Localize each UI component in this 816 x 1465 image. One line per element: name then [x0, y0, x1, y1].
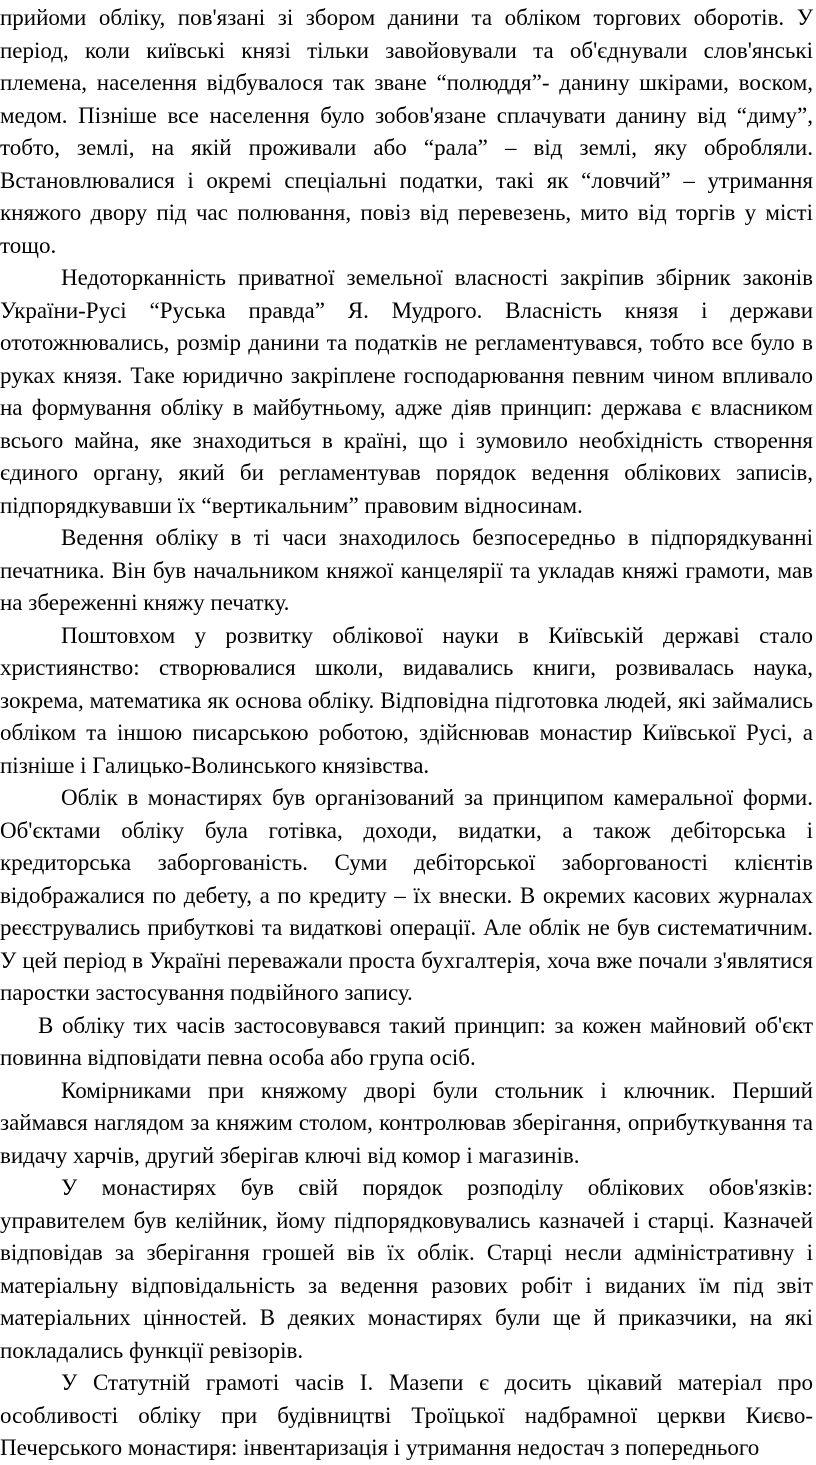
paragraph: Облік в монастирях був організований за принципом камеральної форми. Об'єктами обліку була готівка, доходи, видатки, а також дебіторська і кредиторська заборгованість. Суми дебіторської заборгованості клієнтів відображалися по дебету, а по кредиту – їх внески. В окремих касових журналах реєструвались прибуткові та видаткові операції. Але облік не був систематичним. У цей період в Україні переважали проста бухгалтерія, хоча вже почали з'являтися паростки застосування подвійного запису.	[0, 785, 813, 1005]
paragraph: У монастирях був свій порядок розподілу облікових обов'язків: управителем був келійник, йому підпорядковувались казначей і старці. Казначей відповідав за зберігання грошей вів їх облік. Старці несли адміністративну і матеріальну відповідальність за ведення разових робіт і виданих їм під звіт матеріальних цінностей. В деяких монастирях були ще й приказчики, на які покладались функції ревізорів.	[0, 1175, 813, 1363]
paragraph: В обліку тих часів застосовувався такий принцип: за кожен майновий об'єкт повинна відповідати певна особа або група осіб.	[0, 1012, 813, 1070]
paragraph: У Статутній грамоті часів І. Мазепи є досить цікавий матеріал про особливості обліку при будівництві Троїцької надбрамної церкви Києво-Печерського монастиря: інвентаризація і утримання недостач з попереднього	[0, 1370, 813, 1460]
paragraph: прийоми обліку, пов'язані зі збором данини та обліком торгових оборотів. У період, коли київські князі тільки завойовували та об'єднували слов'янські племена, населення відбувалося так зване “полюддя”- данину шкірами, воском, медом. Пізніше все населення було зобов'язане сплачувати данину від “диму”, тобто, землі, на якій проживали або “рала” – від землі, яку обробляли. Встановлювалися і окремі спеціальні податки, такі як “ловчий” – утримання княжого двору під час полювання, повіз від перевезень, мито від торгів у місті тощо.	[0, 5, 813, 258]
paragraph: Поштовхом у розвитку облікової науки в Київській державі стало християнство: створювалися школи, видавались книги, розвивалась наука, зокрема, математика як основа обліку. Відповідна підготовка людей, які займались обліком та іншою писарською роботою, здійснював монастир Київської Русі, а пізніше і Галицько-Волинського князівства.	[0, 622, 813, 778]
paragraph: Комірниками при княжому дворі були стольник і ключник. Перший займався наглядом за княжим столом, контролював зберігання, оприбуткування та видачу харчів, другий зберігав ключі від комор і магазинів.	[0, 1077, 813, 1168]
paragraph: Ведення обліку в ті часи знаходилось безпосередньо в підпорядкуванні печатника. Він був начальником княжої канцелярії та укладав княжі грамоти, мав на збереженні княжу печатку.	[0, 525, 813, 615]
paragraph: Недоторканність приватної земельної власності закріпив збірник законів України-Русі “Руська правда” Я. Мудрого. Власність князя і держави ототожнювались, розмір данини та податків не регламентувався, тобто все було в руках князя. Таке юридично закріплене господарювання певним чином впливало на формування обліку в майбутньому, адже діяв принцип: держава є власником всього майна, яке знаходиться в країні, що і зумовило необхідність створення єдиного органу, який би регламентував порядок ведення облікових записів, підпорядкувавши їх “вертикальним” правовим відносинам.	[0, 265, 813, 518]
